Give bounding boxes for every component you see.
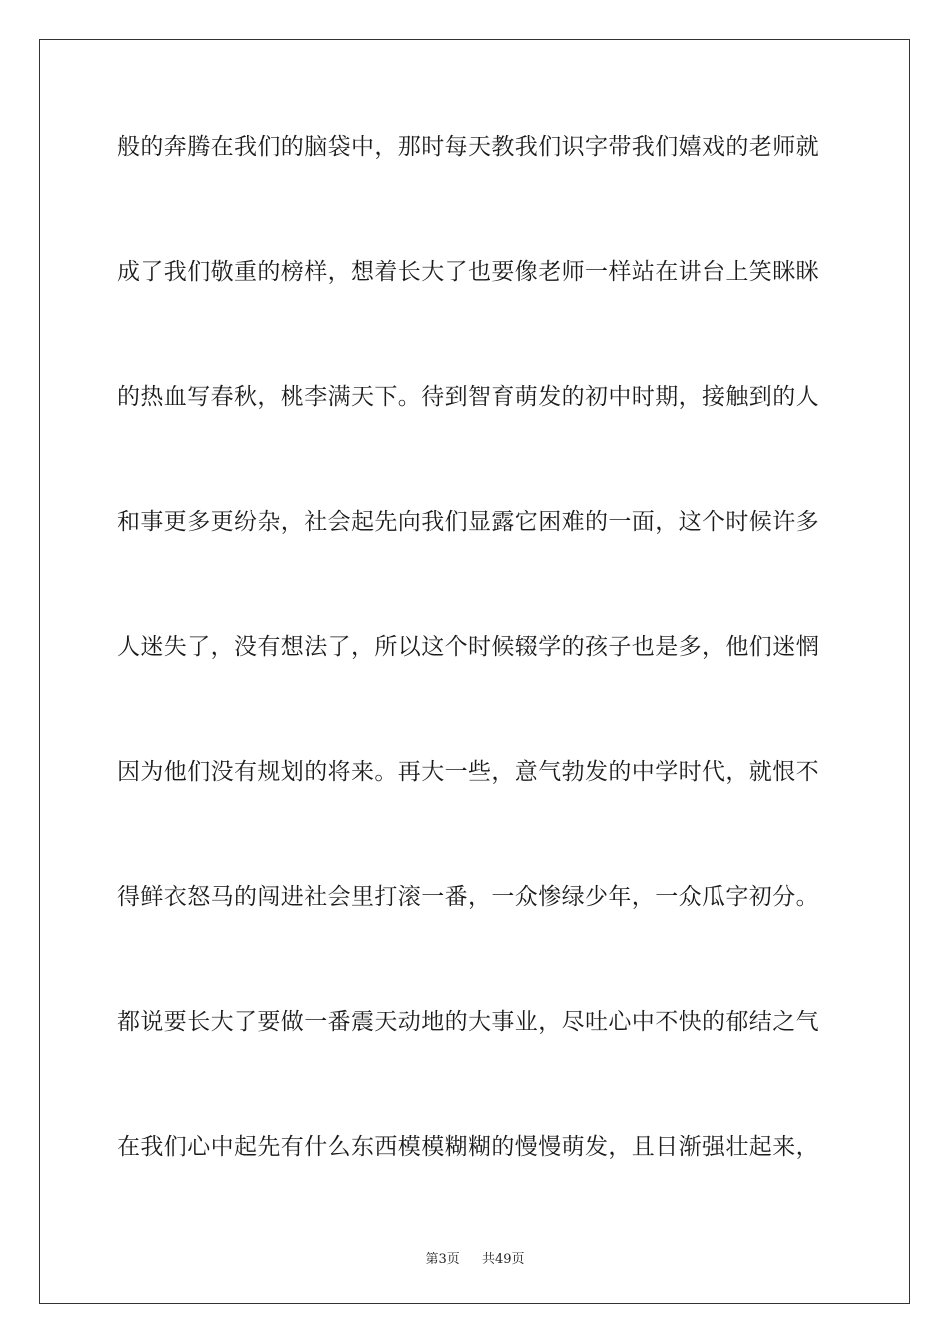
text-line-6: 因为他们没有规划的将来。再大一些，意气勃发的中学时代，就恨不 <box>117 759 819 785</box>
text-line-9: 在我们心中起先有什么东西模模糊糊的慢慢萌发，且日渐强壮起来， <box>117 1134 819 1160</box>
page-total: 共49页 <box>482 1252 525 1267</box>
text-line-8: 都说要长大了要做一番震天动地的大事业，尽吐心中不快的郁结之气 <box>117 1009 819 1035</box>
text-line-7: 得鲜衣怒马的闯进社会里打滚一番，一众惨绿少年，一众瓜字初分。 <box>117 884 819 910</box>
page-footer <box>0 1248 950 1267</box>
text-line-5: 人迷失了，没有想法了，所以这个时候辍学的孩子也是多，他们迷惘 <box>117 634 819 660</box>
page-number: 第3页 <box>425 1252 460 1267</box>
text-line-3: 的热血写春秋，桃李满天下。待到智育萌发的初中时期，接触到的人 <box>117 384 819 410</box>
text-line-4: 和事更多更纷杂，社会起先向我们显露它困难的一面，这个时候许多 <box>117 509 819 535</box>
text-line-2: 成了我们敬重的榜样，想着长大了也要像老师一样站在讲台上笑眯眯 <box>117 259 819 285</box>
text-line-1: 般的奔腾在我们的脑袋中，那时每天教我们识字带我们嬉戏的老师就 <box>117 134 819 160</box>
page-border <box>39 39 910 1304</box>
